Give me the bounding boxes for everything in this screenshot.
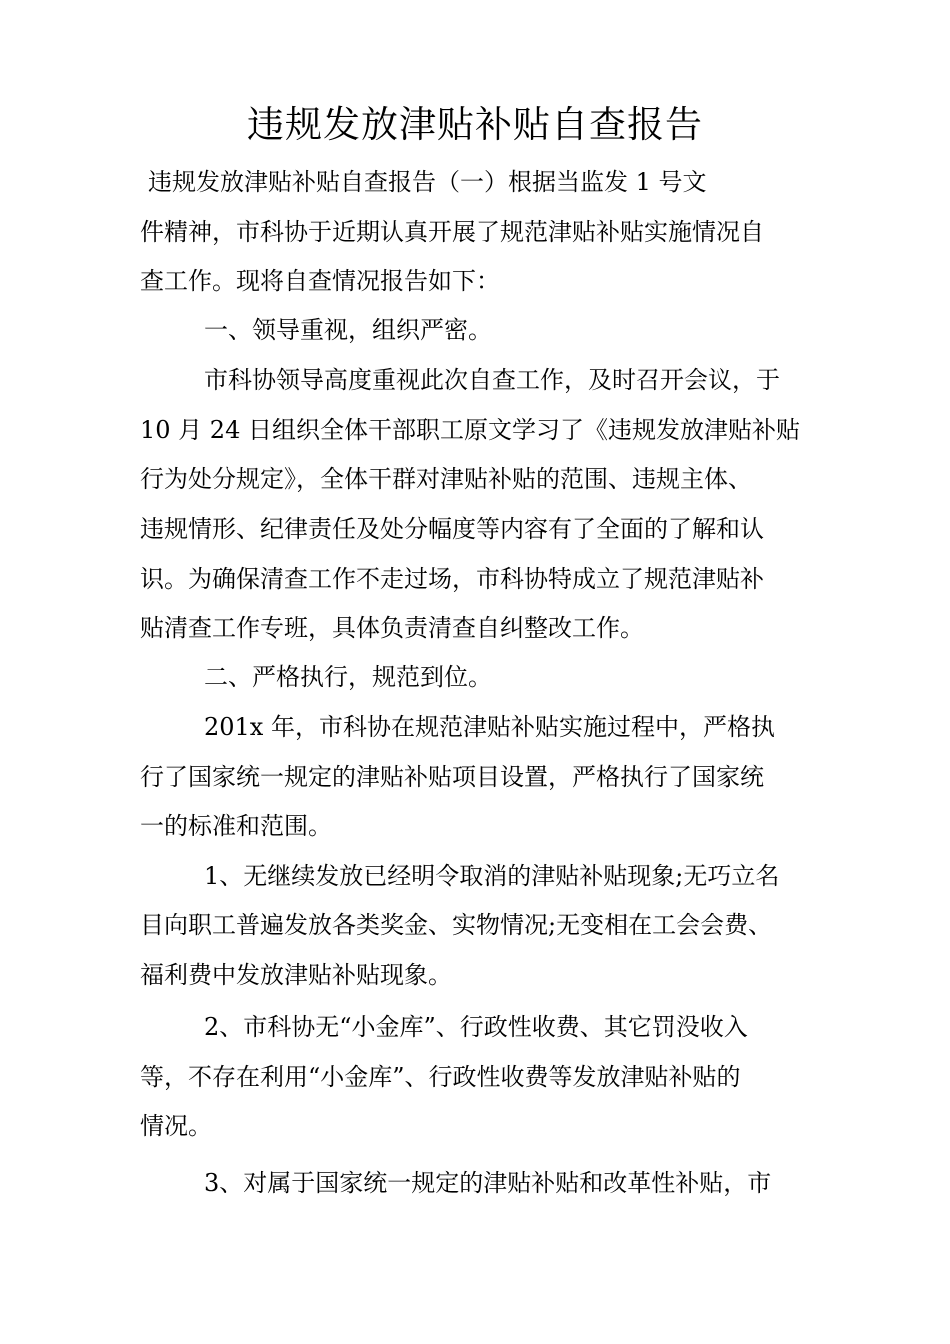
section-heading: 一、领导重视，组织严密。 — [204, 316, 492, 344]
list-item-line: 等，不存在利用“小金库”、行政性收费等发放津贴补贴的 — [140, 1063, 741, 1091]
paragraph-line: 行为处分规定》，全体干群对津贴补贴的范围、违规主体、 — [140, 465, 752, 493]
list-item-line: 目向职工普遍发放各类奖金、实物情况;无变相在工会会费、 — [140, 911, 773, 939]
list-item-line: 福利费中发放津贴补贴现象。 — [140, 961, 452, 989]
paragraph-line: 违规情形、纪律责任及处分幅度等内容有了全面的了解和认 — [140, 515, 764, 543]
paragraph-line: 一的标准和范围。 — [140, 812, 332, 840]
paragraph-line: 行了国家统一规定的津贴补贴项目设置，严格执行了国家统 — [140, 763, 764, 791]
section-heading: 二、严格执行，规范到位。 — [204, 663, 492, 691]
list-item-line: 1、无继续发放已经明令取消的津贴补贴现象;无巧立名 — [204, 862, 780, 890]
paragraph-line: 201x 年，市科协在规范津贴补贴实施过程中，严格执 — [204, 713, 775, 741]
paragraph-line: 市科协领导高度重视此次自查工作，及时召开会议，于 — [204, 366, 780, 394]
paragraph-line: 10 月 24 日组织全体干部职工原文学习了《违规发放津贴补贴 — [140, 416, 800, 444]
paragraph-line: 违规发放津贴补贴自查报告（一）根据当监发 1 号文 — [148, 168, 707, 196]
list-item-line: 3、对属于国家统一规定的津贴补贴和改革性补贴，市 — [204, 1169, 772, 1197]
paragraph-line: 贴清查工作专班，具体负责清查自纠整改工作。 — [140, 614, 644, 642]
paragraph-line: 件精神，市科协于近期认真开展了规范津贴补贴实施情况自 — [140, 218, 764, 246]
paragraph-line: 查工作。现将自查情况报告如下： — [140, 267, 500, 295]
list-item-line: 2、市科协无“小金库”、行政性收费、其它罚没收入 — [204, 1013, 748, 1041]
list-item-line: 情况。 — [140, 1112, 212, 1140]
document-title: 违规发放津贴补贴自查报告 — [247, 103, 703, 146]
paragraph-line: 识。为确保清查工作不走过场，市科协特成立了规范津贴补 — [140, 565, 764, 593]
